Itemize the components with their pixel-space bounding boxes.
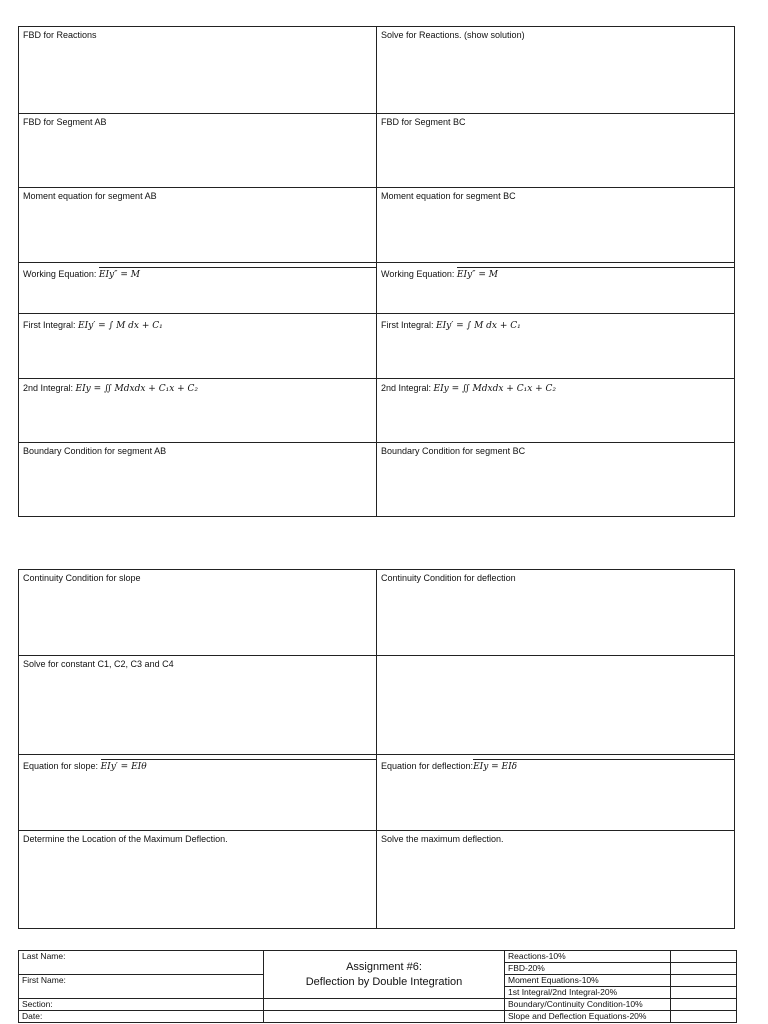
title-spacer <box>264 1011 505 1023</box>
cell-fbd-segment-bc[interactable]: FBD for Segment BC <box>377 114 735 188</box>
cell-moment-equation-ab[interactable]: Moment equation for segment AB <box>19 188 377 263</box>
cell-working-equation-ab[interactable]: Working Equation: EIy″ = M <box>19 263 377 314</box>
table-row <box>19 114 735 188</box>
cell-solve-reactions[interactable]: Solve for Reactions. (show solution) <box>377 27 735 114</box>
table-row <box>19 755 735 831</box>
table-row <box>19 263 735 314</box>
section-field[interactable]: Section: <box>19 999 264 1011</box>
criteria-label: Slope and Deflection Equations-20% <box>505 1011 671 1023</box>
cell-continuity-slope[interactable]: Continuity Condition for slope <box>19 570 377 656</box>
cell-empty[interactable] <box>377 656 735 755</box>
cell-working-equation-bc[interactable]: Working Equation: EIy″ = M <box>377 263 735 314</box>
table-row <box>19 314 735 379</box>
table-row <box>19 656 735 755</box>
first-integral-ab-formula: EIy′ = ∫ M dx + C₁ <box>78 321 163 331</box>
criteria-label: Boundary/Continuity Condition-10% <box>505 999 671 1011</box>
table-row <box>19 570 735 656</box>
cell-max-deflection-location[interactable]: Determine the Location of the Maximum Deflection. <box>19 831 377 929</box>
score-field[interactable] <box>671 975 737 987</box>
cell-slope-equation[interactable]: Equation for slope: EIy′ = EIθ <box>19 755 377 831</box>
criteria-label: FBD-20% <box>505 963 671 975</box>
table-row <box>19 999 737 1011</box>
second-integral-bc-formula: EIy = ∬ Mdxdx + C₁x + C₂ <box>433 384 557 394</box>
cell-second-integral-ab[interactable]: 2nd Integral: EIy = ∬ Mdxdx + C₁x + C₂ <box>19 379 377 443</box>
second-integral-ab-formula: EIy = ∬ Mdxdx + C₁x + C₂ <box>75 384 199 394</box>
table-row <box>19 443 735 517</box>
student-info-table <box>18 950 737 1023</box>
score-field[interactable] <box>671 951 737 963</box>
cell-continuity-deflection[interactable]: Continuity Condition for deflection <box>377 570 735 656</box>
score-field[interactable] <box>671 999 737 1011</box>
working-equation-bc-formula: EIy″ = M <box>456 270 498 280</box>
date-field[interactable]: Date: <box>19 1011 264 1023</box>
assignment-title: Assignment #6: Deflection by Double Integration <box>264 951 505 999</box>
score-field[interactable] <box>671 987 737 999</box>
cell-first-integral-ab[interactable]: First Integral: EIy′ = ∫ M dx + C₁ <box>19 314 377 379</box>
deflection-equation-formula: EIy = EIδ <box>473 762 518 772</box>
last-name-field[interactable]: Last Name: <box>19 951 264 975</box>
criteria-label: Moment Equations-10% <box>505 975 671 987</box>
score-field[interactable] <box>671 1011 737 1023</box>
table-row <box>19 951 737 963</box>
table-row <box>19 1011 737 1023</box>
table-row <box>19 27 735 114</box>
cell-boundary-condition-ab[interactable]: Boundary Condition for segment AB <box>19 443 377 517</box>
table-row <box>19 188 735 263</box>
slope-equation-formula: EIy′ = EIθ <box>100 762 147 772</box>
table-row <box>19 831 735 929</box>
cell-deflection-equation[interactable]: Equation for deflection: EIy = EIδ <box>377 755 735 831</box>
working-equation-ab-formula: EIy″ = M <box>98 270 140 280</box>
criteria-label: Reactions-10% <box>505 951 671 963</box>
first-integral-bc-formula: EIy′ = ∫ M dx + C₁ <box>436 321 521 331</box>
cell-first-integral-bc[interactable]: First Integral: EIy′ = ∫ M dx + C₁ <box>377 314 735 379</box>
bottom-worksheet-table <box>18 569 735 929</box>
top-worksheet-table <box>18 26 735 517</box>
cell-solve-constants[interactable]: Solve for constant C1, C2, C3 and C4 <box>19 656 377 755</box>
criteria-label: 1st Integral/2nd Integral-20% <box>505 987 671 999</box>
cell-boundary-condition-bc[interactable]: Boundary Condition for segment BC <box>377 443 735 517</box>
table-row <box>19 379 735 443</box>
title-spacer <box>264 999 505 1011</box>
cell-max-deflection-solve[interactable]: Solve the maximum deflection. <box>377 831 735 929</box>
cell-second-integral-bc[interactable]: 2nd Integral: EIy = ∬ Mdxdx + C₁x + C₂ <box>377 379 735 443</box>
first-name-field[interactable]: First Name: <box>19 975 264 999</box>
cell-fbd-segment-ab[interactable]: FBD for Segment AB <box>19 114 377 188</box>
score-field[interactable] <box>671 963 737 975</box>
cell-fbd-reactions[interactable]: FBD for Reactions <box>19 27 377 114</box>
cell-moment-equation-bc[interactable]: Moment equation for segment BC <box>377 188 735 263</box>
